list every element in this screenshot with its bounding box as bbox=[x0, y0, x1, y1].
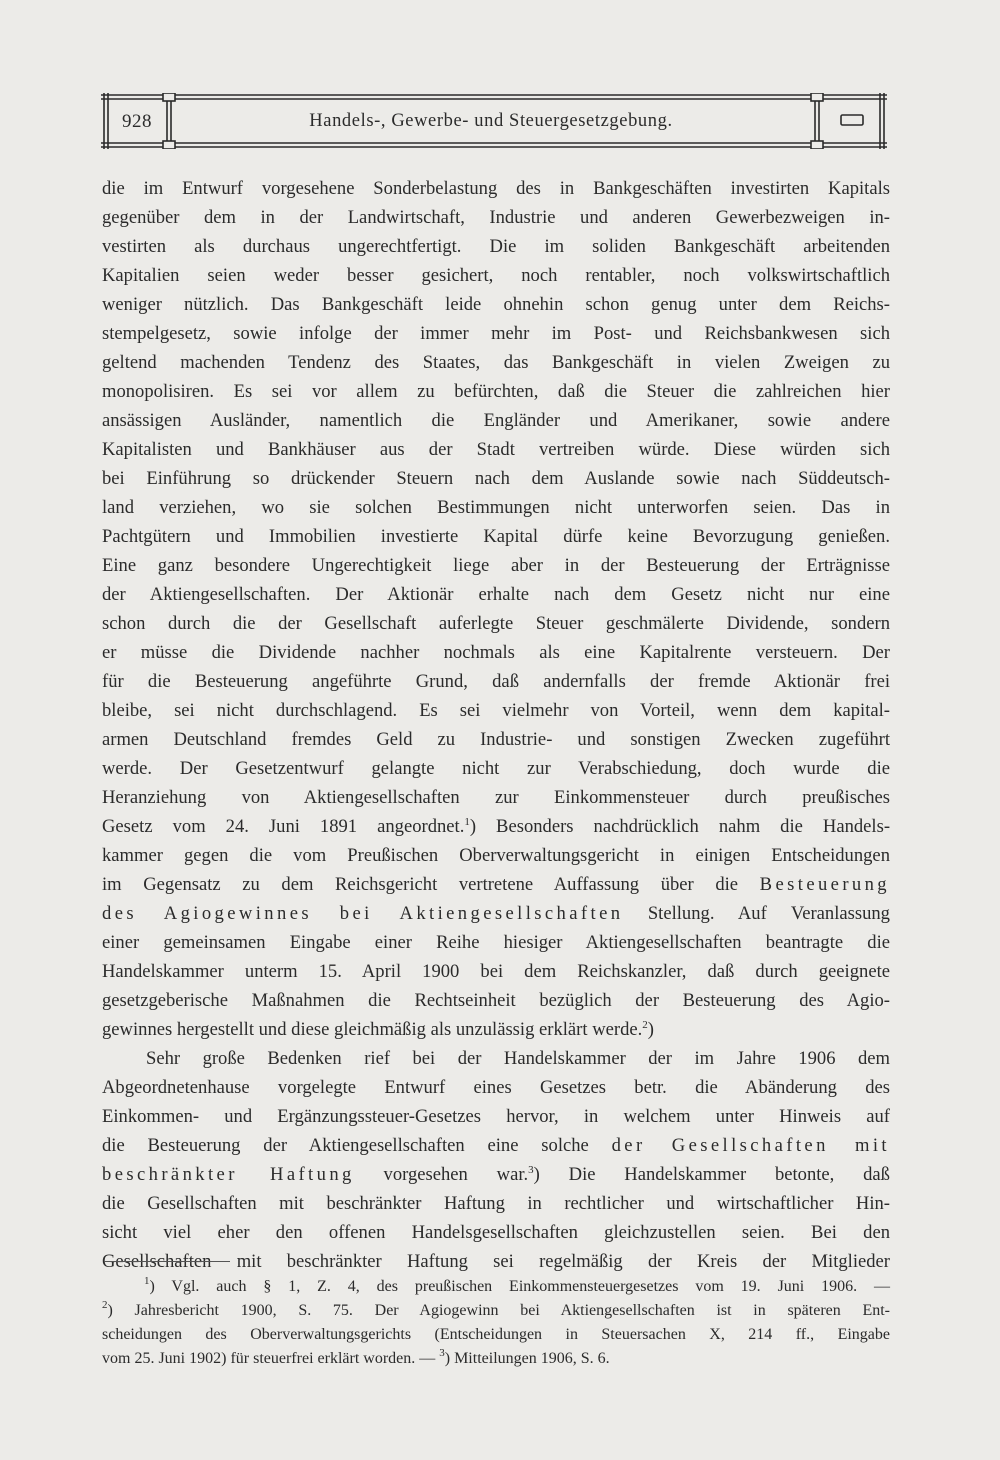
text-line: für die Besteuerung angeführte Grund, daß andernfalls der fremde Aktionär frei bbox=[102, 671, 890, 692]
footnotes bbox=[102, 1275, 890, 1371]
text-line: Gesellschaften mit beschränkter Haftung sei regelmäßig der Kreis der Mitglieder bbox=[102, 1251, 890, 1272]
text-line bbox=[102, 1131, 890, 1160]
spaced-emphasis: beschränkter Haftung bbox=[102, 1164, 355, 1185]
footnote-line bbox=[102, 1347, 890, 1371]
text-line: bei Einführung so drückender Steuern nach dem Auslande sowie nach Süddeutsch- bbox=[102, 468, 890, 489]
text-line: er müsse die Dividende nachher nochmals als eine Kapitalrente versteuern. Der bbox=[102, 642, 890, 663]
footnote-text: ) Mitteilungen 1906, S. 6. bbox=[444, 1350, 610, 1367]
footnote-text: ) Vgl. auch § 1, Z. 4, des preußischen Einkommensteuergesetzes vom 19. Juni 1906. — bbox=[149, 1278, 890, 1295]
text-line: Handelskammer unterm 15. April 1900 bei dem Reichskanzler, daß durch geeignete bbox=[102, 961, 890, 982]
main-text bbox=[102, 174, 890, 1276]
text-line: schon durch die der Gesellschaft auferlegte Steuer geschmälerte Dividende, sondern bbox=[102, 613, 890, 634]
text-line: sicht viel eher den offenen Handelsgesellschaften gleichzustellen seien. Bei den bbox=[102, 1222, 890, 1243]
text-fragment: ) Besonders nachdrücklich nahm die Handels- bbox=[469, 816, 891, 837]
spaced-emphasis: des Agiogewinnes bei Aktiengesellschaften bbox=[102, 903, 624, 924]
text-line bbox=[102, 1015, 890, 1044]
running-head bbox=[101, 93, 887, 149]
text-line bbox=[102, 870, 890, 899]
text-fragment: ) bbox=[647, 1019, 654, 1040]
text-line: armen Deutschland fremdes Geld zu Industrie- und sonstigen Zwecken zugeführt bbox=[102, 729, 890, 750]
text-line: bleibe, sei nicht durchschlagend. Es sei vielmehr von Vorteil, wenn dem kapital- bbox=[102, 700, 890, 721]
text-line: gesetzgeberische Maßnahmen die Rechtseinheit bezüglich der Besteuerung des Agio- bbox=[102, 990, 890, 1011]
text-line: einer gemeinsamen Eingabe einer Reihe hiesiger Aktiengesellschaften beantragte die bbox=[102, 932, 890, 953]
footnote-line bbox=[102, 1275, 890, 1299]
text-line: monopolisiren. Es sei vor allem zu befürchten, daß die Steuer die zahlreichen hier bbox=[102, 381, 890, 402]
text-line: land verziehen, wo sie solchen Bestimmungen nicht unterworfen seien. Das in bbox=[102, 497, 890, 518]
footnote-ref: 2 bbox=[642, 1019, 648, 1031]
text-line: die im Entwurf vorgesehene Sonderbelastung des in Bankgeschäften investirten Kapitals bbox=[102, 178, 890, 199]
text-line: werde. Der Gesetzentwurf gelangte nicht zur Verabschiedung, doch wurde die bbox=[102, 758, 890, 779]
text-fragment: ) Die Handelskammer betonte, daß bbox=[533, 1164, 890, 1185]
footnote-marker: 1 bbox=[144, 1275, 150, 1287]
text-line: Einkommen- und Ergänzungssteuer-Gesetzes hervor, in welchem unter Hinweis auf bbox=[102, 1106, 890, 1127]
spaced-emphasis: Besteuerung bbox=[759, 874, 890, 895]
text-line: vestirten als durchaus ungerechtfertigt. Die im soliden Bankgeschäft arbeitenden bbox=[102, 236, 890, 257]
footnote-marker: 3 bbox=[439, 1347, 445, 1359]
footnote-ref: 3 bbox=[528, 1164, 534, 1176]
text-line: Eine ganz besondere Ungerechtigkeit liege aber in der Besteuerung der Erträgnisse bbox=[102, 555, 890, 576]
text-fragment: die Besteuerung der Aktiengesellschaften eine solche bbox=[102, 1135, 612, 1156]
text-line bbox=[102, 899, 890, 928]
text-line bbox=[102, 1160, 890, 1189]
text-line: gegenüber dem in der Landwirtschaft, Industrie und anderen Gewerbezweigen in- bbox=[102, 207, 890, 228]
text-fragment: Gesetz vom 24. Juni 1891 angeordnet. bbox=[102, 816, 465, 837]
text-line: ansässigen Ausländer, namentlich die Engländer und Amerikaner, sowie andere bbox=[102, 410, 890, 431]
text-line: Pachtgütern und Immobilien investierte Kapital dürfe keine Bevorzugung genießen. bbox=[102, 526, 890, 547]
text-line: kammer gegen die vom Preußischen Oberverwaltungsgericht in einigen Entscheidungen bbox=[102, 845, 890, 866]
text-line: stempelgesetz, sowie infolge der immer mehr im Post- und Reichsbankwesen sich bbox=[102, 323, 890, 344]
footnote-rule bbox=[104, 1261, 230, 1262]
text-line: Kapitalien seien weder besser gesichert, noch rentabler, noch volkswirtschaftlich bbox=[102, 265, 890, 286]
footnote-line: scheidungen des Oberverwaltungsgerichts (Entscheidungen in Steuersachen X, 214 ff., Eingabe bbox=[102, 1326, 890, 1343]
text-fragment: im Gegensatz zu dem Reichsgericht vertretene Auffassung über die bbox=[102, 874, 760, 895]
footnote-marker: 2 bbox=[102, 1299, 108, 1311]
text-line: Sehr große Bedenken rief bei der Handelskammer der im Jahre 1906 dem bbox=[146, 1048, 890, 1069]
spaced-emphasis: der Gesellschaften mit bbox=[611, 1135, 890, 1156]
text-line: Abgeordnetenhause vorgelegte Entwurf eines Gesetzes betr. die Abänderung des bbox=[102, 1077, 890, 1098]
text-line: die Gesellschaften mit beschränkter Haftung in rechtlicher und wirtschaftlicher Hin- bbox=[102, 1193, 890, 1214]
text-fragment: vorgesehen war. bbox=[354, 1164, 529, 1185]
footnote-text: ) Jahresbericht 1900, S. 75. Der Agiogewinn bei Aktiengesellschaften ist in späteren Ent- bbox=[107, 1302, 890, 1319]
text-fragment: Stellung. Auf Veranlassung bbox=[623, 903, 890, 924]
page-number: 928 bbox=[122, 111, 152, 132]
text-fragment: gewinnes hergestellt und diese gleichmäßig als unzulässig erklärt werde. bbox=[102, 1019, 643, 1040]
text-line: Heranziehung von Aktiengesellschaften zur Einkommensteuer durch preußisches bbox=[102, 787, 890, 808]
text-line: der Aktiengesellschaften. Der Aktionär erhalte nach dem Gesetz nicht nur eine bbox=[102, 584, 890, 605]
text-line: weniger nützlich. Das Bankgeschäft leide ohnehin schon genug unter dem Reichs- bbox=[102, 294, 890, 315]
text-line bbox=[102, 812, 890, 841]
text-line: geltend machenden Tendenz des Staates, das Bankgeschäft in vielen Zweigen zu bbox=[102, 352, 890, 373]
footnote-line bbox=[102, 1299, 890, 1323]
running-title: Handels-, Gewerbe- und Steuergesetzgebung. bbox=[309, 111, 673, 131]
footnote-text: vom 25. Juni 1902) für steuerfrei erklärt worden. — bbox=[102, 1350, 440, 1367]
text-line: Kapitalisten und Bankhäuser aus der Stadt vertreiben würde. Diese würden sich bbox=[102, 439, 890, 460]
footnote-ref: 1 bbox=[464, 816, 470, 828]
